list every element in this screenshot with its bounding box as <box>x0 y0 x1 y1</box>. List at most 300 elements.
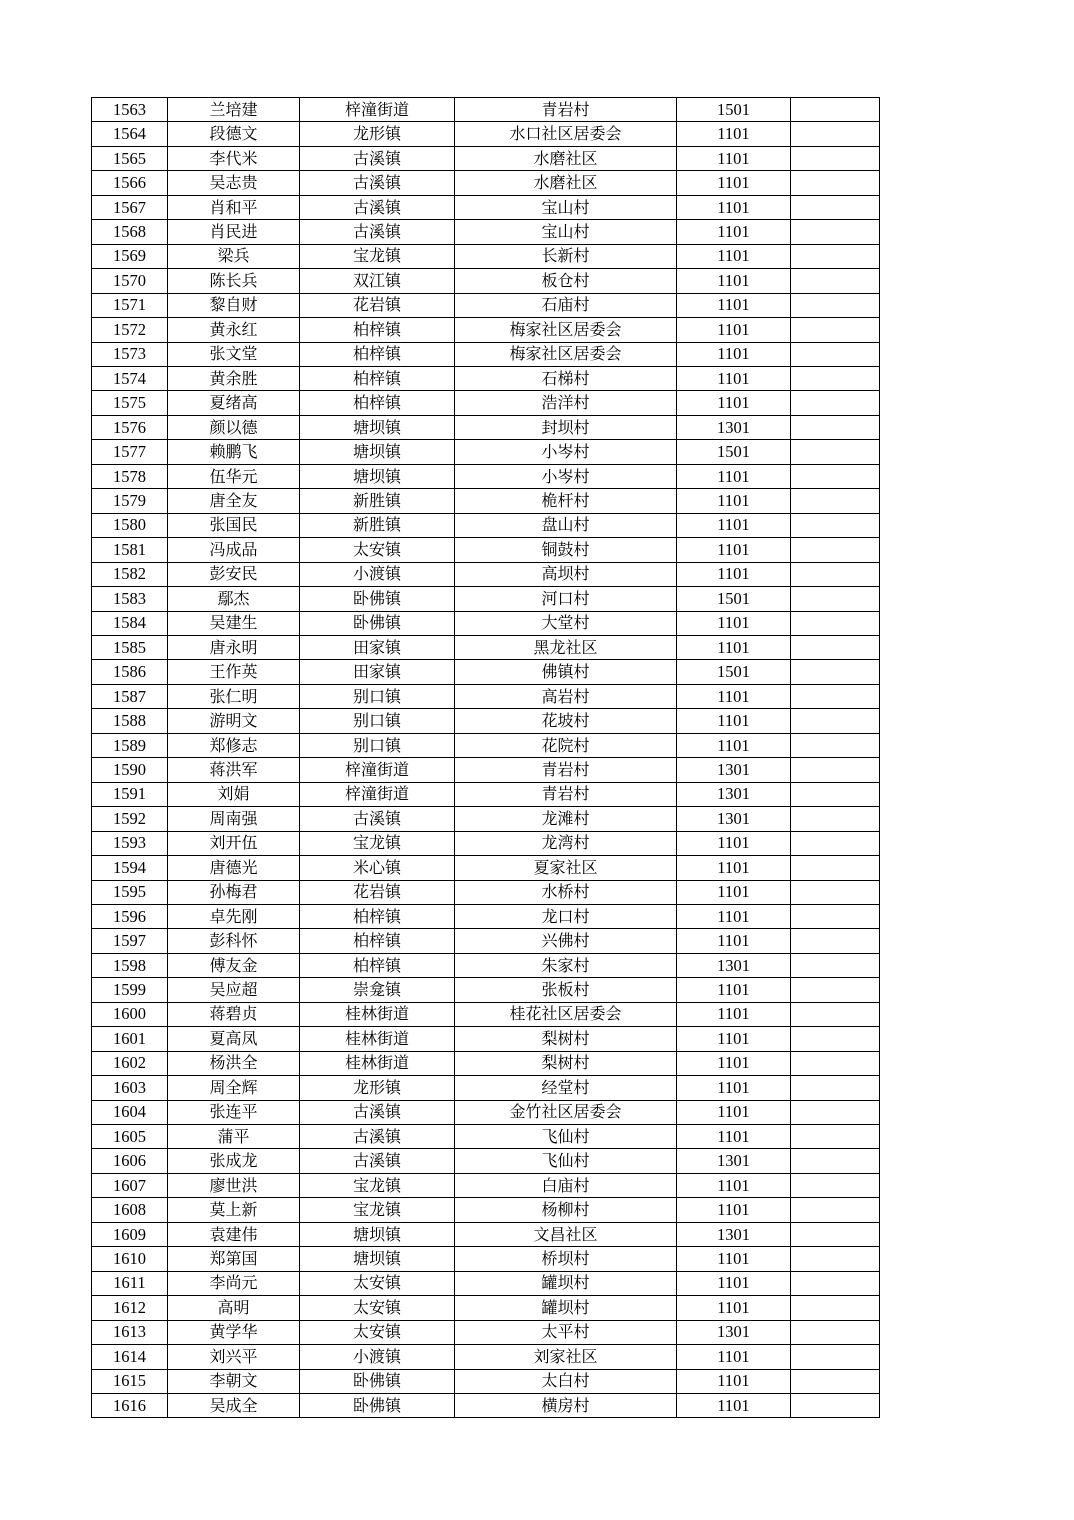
remark-cell <box>791 807 880 831</box>
table-row <box>92 929 880 953</box>
remark-cell <box>791 391 880 415</box>
table-row <box>92 660 880 684</box>
name-cell: 伍华元 <box>168 464 300 488</box>
remark-cell <box>791 98 880 122</box>
code-cell: 1101 <box>677 366 791 390</box>
code-cell: 1101 <box>677 1173 791 1197</box>
table-row <box>92 978 880 1002</box>
row-number-cell: 1612 <box>92 1296 168 1320</box>
remark-cell <box>791 1394 880 1418</box>
township-cell: 古溪镇 <box>300 1149 455 1173</box>
code-cell: 1101 <box>677 171 791 195</box>
table-row <box>92 195 880 219</box>
village-cell: 张板村 <box>455 978 677 1002</box>
table-row <box>92 587 880 611</box>
code-cell: 1301 <box>677 415 791 439</box>
table-body <box>92 98 880 1418</box>
village-cell: 盘山村 <box>455 513 677 537</box>
row-number-cell: 1578 <box>92 464 168 488</box>
table-row <box>92 1222 880 1246</box>
code-cell: 1101 <box>677 122 791 146</box>
village-cell: 花坡村 <box>455 709 677 733</box>
remark-cell <box>791 978 880 1002</box>
remark-cell <box>791 195 880 219</box>
village-cell: 青岩村 <box>455 98 677 122</box>
village-cell: 小岑村 <box>455 440 677 464</box>
name-cell: 刘开伍 <box>168 831 300 855</box>
name-cell: 吴建生 <box>168 611 300 635</box>
code-cell: 1101 <box>677 1345 791 1369</box>
row-number-cell: 1568 <box>92 220 168 244</box>
row-number-cell: 1566 <box>92 171 168 195</box>
village-cell: 封坝村 <box>455 415 677 439</box>
table-row <box>92 1125 880 1149</box>
table-row <box>92 513 880 537</box>
code-cell: 1101 <box>677 195 791 219</box>
name-cell: 黄余胜 <box>168 366 300 390</box>
name-cell: 蒋洪军 <box>168 758 300 782</box>
township-cell: 太安镇 <box>300 538 455 562</box>
township-cell: 米心镇 <box>300 856 455 880</box>
village-cell: 罐坝村 <box>455 1296 677 1320</box>
row-number-cell: 1615 <box>92 1369 168 1393</box>
row-number-cell: 1577 <box>92 440 168 464</box>
code-cell: 1101 <box>677 831 791 855</box>
township-cell: 新胜镇 <box>300 489 455 513</box>
code-cell: 1101 <box>677 1369 791 1393</box>
row-number-cell: 1601 <box>92 1027 168 1051</box>
code-cell: 1101 <box>677 1271 791 1295</box>
code-cell: 1101 <box>677 1125 791 1149</box>
township-cell: 龙形镇 <box>300 122 455 146</box>
name-cell: 唐永明 <box>168 635 300 659</box>
code-cell: 1101 <box>677 709 791 733</box>
village-cell: 梅家社区居委会 <box>455 342 677 366</box>
village-cell: 河口村 <box>455 587 677 611</box>
code-cell: 1101 <box>677 684 791 708</box>
remark-cell <box>791 269 880 293</box>
table-row <box>92 782 880 806</box>
remark-cell <box>791 758 880 782</box>
township-cell: 桂林街道 <box>300 1002 455 1026</box>
name-cell: 郑修志 <box>168 733 300 757</box>
village-cell: 兴佛村 <box>455 929 677 953</box>
row-number-cell: 1603 <box>92 1076 168 1100</box>
code-cell: 1101 <box>677 1247 791 1271</box>
township-cell: 桂林街道 <box>300 1051 455 1075</box>
village-cell: 铜鼓村 <box>455 538 677 562</box>
remark-cell <box>791 244 880 268</box>
table-row <box>92 1076 880 1100</box>
row-number-cell: 1600 <box>92 1002 168 1026</box>
table-row <box>92 318 880 342</box>
name-cell: 唐德光 <box>168 856 300 880</box>
table-row <box>92 733 880 757</box>
row-number-cell: 1574 <box>92 366 168 390</box>
table-row <box>92 1051 880 1075</box>
township-cell: 新胜镇 <box>300 513 455 537</box>
remark-cell <box>791 1027 880 1051</box>
village-cell: 太白村 <box>455 1369 677 1393</box>
table-row <box>92 1296 880 1320</box>
village-cell: 罐坝村 <box>455 1271 677 1295</box>
name-cell: 黄永红 <box>168 318 300 342</box>
row-number-cell: 1614 <box>92 1345 168 1369</box>
remark-cell <box>791 1271 880 1295</box>
table-row <box>92 953 880 977</box>
row-number-cell: 1599 <box>92 978 168 1002</box>
row-number-cell: 1597 <box>92 929 168 953</box>
name-cell: 李朝文 <box>168 1369 300 1393</box>
name-cell: 唐全友 <box>168 489 300 513</box>
table-row <box>92 293 880 317</box>
township-cell: 塘坝镇 <box>300 440 455 464</box>
name-cell: 夏绪高 <box>168 391 300 415</box>
table-row <box>92 1173 880 1197</box>
township-cell: 太安镇 <box>300 1296 455 1320</box>
township-cell: 卧佛镇 <box>300 587 455 611</box>
name-cell: 陈长兵 <box>168 269 300 293</box>
remark-cell <box>791 220 880 244</box>
village-cell: 花院村 <box>455 733 677 757</box>
row-number-cell: 1565 <box>92 146 168 170</box>
village-cell: 水磨社区 <box>455 146 677 170</box>
township-cell: 古溪镇 <box>300 1125 455 1149</box>
table-row <box>92 1247 880 1271</box>
table-row <box>92 122 880 146</box>
row-number-cell: 1579 <box>92 489 168 513</box>
village-cell: 小岑村 <box>455 464 677 488</box>
table-row <box>92 440 880 464</box>
name-cell: 兰培建 <box>168 98 300 122</box>
name-cell: 蒲平 <box>168 1125 300 1149</box>
remark-cell <box>791 513 880 537</box>
remark-cell <box>791 366 880 390</box>
name-cell: 张连平 <box>168 1100 300 1124</box>
code-cell: 1301 <box>677 782 791 806</box>
name-cell: 孙梅君 <box>168 880 300 904</box>
village-cell: 浩洋村 <box>455 391 677 415</box>
row-number-cell: 1592 <box>92 807 168 831</box>
name-cell: 吴应超 <box>168 978 300 1002</box>
township-cell: 龙形镇 <box>300 1076 455 1100</box>
row-number-cell: 1573 <box>92 342 168 366</box>
township-cell: 别口镇 <box>300 709 455 733</box>
township-cell: 田家镇 <box>300 635 455 659</box>
village-cell: 高坝村 <box>455 562 677 586</box>
name-cell: 鄢杰 <box>168 587 300 611</box>
remark-cell <box>791 440 880 464</box>
township-cell: 塘坝镇 <box>300 1222 455 1246</box>
row-number-cell: 1583 <box>92 587 168 611</box>
remark-cell <box>791 880 880 904</box>
remark-cell <box>791 1296 880 1320</box>
village-cell: 朱家村 <box>455 953 677 977</box>
remark-cell <box>791 415 880 439</box>
table-row <box>92 880 880 904</box>
township-cell: 梓潼街道 <box>300 758 455 782</box>
remark-cell <box>791 538 880 562</box>
township-cell: 柏梓镇 <box>300 929 455 953</box>
name-cell: 梁兵 <box>168 244 300 268</box>
township-cell: 古溪镇 <box>300 146 455 170</box>
table-row <box>92 1198 880 1222</box>
remark-cell <box>791 464 880 488</box>
name-cell: 夏高凤 <box>168 1027 300 1051</box>
remark-cell <box>791 1149 880 1173</box>
name-cell: 李代米 <box>168 146 300 170</box>
village-cell: 杨柳村 <box>455 1198 677 1222</box>
table-row <box>92 1320 880 1344</box>
name-cell: 刘娟 <box>168 782 300 806</box>
table-row <box>92 342 880 366</box>
name-cell: 蒋碧贞 <box>168 1002 300 1026</box>
remark-cell <box>791 1076 880 1100</box>
table-row <box>92 831 880 855</box>
township-cell: 梓潼街道 <box>300 98 455 122</box>
row-number-cell: 1591 <box>92 782 168 806</box>
table-row <box>92 146 880 170</box>
township-cell: 梓潼街道 <box>300 782 455 806</box>
table-row <box>92 1394 880 1418</box>
table-row <box>92 709 880 733</box>
code-cell: 1501 <box>677 440 791 464</box>
table-row <box>92 684 880 708</box>
remark-cell <box>791 611 880 635</box>
village-cell: 横房村 <box>455 1394 677 1418</box>
code-cell: 1101 <box>677 978 791 1002</box>
code-cell: 1101 <box>677 611 791 635</box>
code-cell: 1101 <box>677 904 791 928</box>
township-cell: 别口镇 <box>300 733 455 757</box>
table-row <box>92 415 880 439</box>
village-cell: 宝山村 <box>455 195 677 219</box>
remark-cell <box>791 1100 880 1124</box>
village-cell: 梨树村 <box>455 1027 677 1051</box>
name-cell: 王作英 <box>168 660 300 684</box>
row-number-cell: 1595 <box>92 880 168 904</box>
code-cell: 1301 <box>677 807 791 831</box>
village-cell: 青岩村 <box>455 782 677 806</box>
code-cell: 1101 <box>677 146 791 170</box>
township-cell: 柏梓镇 <box>300 318 455 342</box>
township-cell: 太安镇 <box>300 1271 455 1295</box>
name-cell: 黄学华 <box>168 1320 300 1344</box>
code-cell: 1101 <box>677 464 791 488</box>
township-cell: 柏梓镇 <box>300 391 455 415</box>
remark-cell <box>791 562 880 586</box>
name-cell: 卓先刚 <box>168 904 300 928</box>
row-number-cell: 1602 <box>92 1051 168 1075</box>
name-cell: 张文堂 <box>168 342 300 366</box>
village-cell: 金竹社区居委会 <box>455 1100 677 1124</box>
code-cell: 1101 <box>677 1198 791 1222</box>
township-cell: 古溪镇 <box>300 807 455 831</box>
table-row <box>92 220 880 244</box>
code-cell: 1101 <box>677 856 791 880</box>
row-number-cell: 1606 <box>92 1149 168 1173</box>
village-cell: 石庙村 <box>455 293 677 317</box>
name-cell: 颜以德 <box>168 415 300 439</box>
township-cell: 古溪镇 <box>300 171 455 195</box>
village-cell: 高岩村 <box>455 684 677 708</box>
remark-cell <box>791 1247 880 1271</box>
table-row <box>92 98 880 122</box>
table-row <box>92 611 880 635</box>
remark-cell <box>791 709 880 733</box>
remark-cell <box>791 293 880 317</box>
township-cell: 塘坝镇 <box>300 464 455 488</box>
township-cell: 柏梓镇 <box>300 366 455 390</box>
village-cell: 桅杆村 <box>455 489 677 513</box>
row-number-cell: 1604 <box>92 1100 168 1124</box>
remark-cell <box>791 1369 880 1393</box>
code-cell: 1301 <box>677 1320 791 1344</box>
code-cell: 1101 <box>677 513 791 537</box>
table-row <box>92 489 880 513</box>
row-number-cell: 1563 <box>92 98 168 122</box>
name-cell: 张成龙 <box>168 1149 300 1173</box>
name-cell: 傅友金 <box>168 953 300 977</box>
table-row <box>92 244 880 268</box>
code-cell: 1101 <box>677 1100 791 1124</box>
code-cell: 1101 <box>677 1394 791 1418</box>
name-cell: 刘兴平 <box>168 1345 300 1369</box>
code-cell: 1101 <box>677 538 791 562</box>
table-row <box>92 1271 880 1295</box>
remark-cell <box>791 660 880 684</box>
remark-cell <box>791 1051 880 1075</box>
township-cell: 太安镇 <box>300 1320 455 1344</box>
township-cell: 卧佛镇 <box>300 1369 455 1393</box>
village-cell: 经堂村 <box>455 1076 677 1100</box>
table-row <box>92 758 880 782</box>
row-number-cell: 1570 <box>92 269 168 293</box>
village-cell: 宝山村 <box>455 220 677 244</box>
remark-cell <box>791 587 880 611</box>
name-cell: 游明文 <box>168 709 300 733</box>
name-cell: 冯成品 <box>168 538 300 562</box>
remark-cell <box>791 929 880 953</box>
code-cell: 1101 <box>677 733 791 757</box>
code-cell: 1101 <box>677 489 791 513</box>
remark-cell <box>791 904 880 928</box>
village-cell: 石梯村 <box>455 366 677 390</box>
village-cell: 青岩村 <box>455 758 677 782</box>
village-cell: 佛镇村 <box>455 660 677 684</box>
remark-cell <box>791 831 880 855</box>
name-cell: 吴成全 <box>168 1394 300 1418</box>
township-cell: 宝龙镇 <box>300 244 455 268</box>
table-row <box>92 171 880 195</box>
remark-cell <box>791 1345 880 1369</box>
row-number-cell: 1596 <box>92 904 168 928</box>
code-cell: 1501 <box>677 587 791 611</box>
row-number-cell: 1564 <box>92 122 168 146</box>
code-cell: 1301 <box>677 953 791 977</box>
township-cell: 宝龙镇 <box>300 1198 455 1222</box>
table-row <box>92 366 880 390</box>
township-cell: 双江镇 <box>300 269 455 293</box>
code-cell: 1101 <box>677 318 791 342</box>
code-cell: 1101 <box>677 293 791 317</box>
table-row <box>92 1369 880 1393</box>
row-number-cell: 1613 <box>92 1320 168 1344</box>
remark-cell <box>791 122 880 146</box>
code-cell: 1101 <box>677 269 791 293</box>
village-cell: 水口社区居委会 <box>455 122 677 146</box>
name-cell: 廖世洪 <box>168 1173 300 1197</box>
remark-cell <box>791 146 880 170</box>
village-cell: 龙滩村 <box>455 807 677 831</box>
row-number-cell: 1607 <box>92 1173 168 1197</box>
township-cell: 柏梓镇 <box>300 904 455 928</box>
township-cell: 宝龙镇 <box>300 831 455 855</box>
code-cell: 1101 <box>677 1051 791 1075</box>
code-cell: 1101 <box>677 929 791 953</box>
name-cell: 李尚元 <box>168 1271 300 1295</box>
name-cell: 杨洪全 <box>168 1051 300 1075</box>
name-cell: 袁建伟 <box>168 1222 300 1246</box>
village-cell: 龙湾村 <box>455 831 677 855</box>
remark-cell <box>791 1320 880 1344</box>
remark-cell <box>791 171 880 195</box>
code-cell: 1101 <box>677 1296 791 1320</box>
village-cell: 水桥村 <box>455 880 677 904</box>
village-cell: 板仓村 <box>455 269 677 293</box>
table-row <box>92 904 880 928</box>
township-cell: 田家镇 <box>300 660 455 684</box>
name-cell: 彭科怀 <box>168 929 300 953</box>
village-cell: 太平村 <box>455 1320 677 1344</box>
name-cell: 周南强 <box>168 807 300 831</box>
village-cell: 梅家社区居委会 <box>455 318 677 342</box>
village-cell: 水磨社区 <box>455 171 677 195</box>
village-cell: 刘家社区 <box>455 1345 677 1369</box>
table-row <box>92 1002 880 1026</box>
row-number-cell: 1581 <box>92 538 168 562</box>
row-number-cell: 1589 <box>92 733 168 757</box>
row-number-cell: 1611 <box>92 1271 168 1295</box>
name-cell: 莫上新 <box>168 1198 300 1222</box>
township-cell: 桂林街道 <box>300 1027 455 1051</box>
village-cell: 梨树村 <box>455 1051 677 1075</box>
row-number-cell: 1598 <box>92 953 168 977</box>
code-cell: 1501 <box>677 98 791 122</box>
table-row <box>92 1100 880 1124</box>
row-number-cell: 1608 <box>92 1198 168 1222</box>
row-number-cell: 1593 <box>92 831 168 855</box>
township-cell: 花岩镇 <box>300 293 455 317</box>
township-cell: 宝龙镇 <box>300 1173 455 1197</box>
row-number-cell: 1576 <box>92 415 168 439</box>
row-number-cell: 1586 <box>92 660 168 684</box>
name-cell: 周全辉 <box>168 1076 300 1100</box>
remark-cell <box>791 684 880 708</box>
village-cell: 飞仙村 <box>455 1125 677 1149</box>
code-cell: 1101 <box>677 342 791 366</box>
row-number-cell: 1580 <box>92 513 168 537</box>
code-cell: 1101 <box>677 1076 791 1100</box>
name-cell: 郑第国 <box>168 1247 300 1271</box>
township-cell: 崇龛镇 <box>300 978 455 1002</box>
township-cell: 古溪镇 <box>300 195 455 219</box>
township-cell: 塘坝镇 <box>300 415 455 439</box>
code-cell: 1101 <box>677 1027 791 1051</box>
row-number-cell: 1594 <box>92 856 168 880</box>
name-cell: 张仁明 <box>168 684 300 708</box>
name-cell: 赖鹏飞 <box>168 440 300 464</box>
